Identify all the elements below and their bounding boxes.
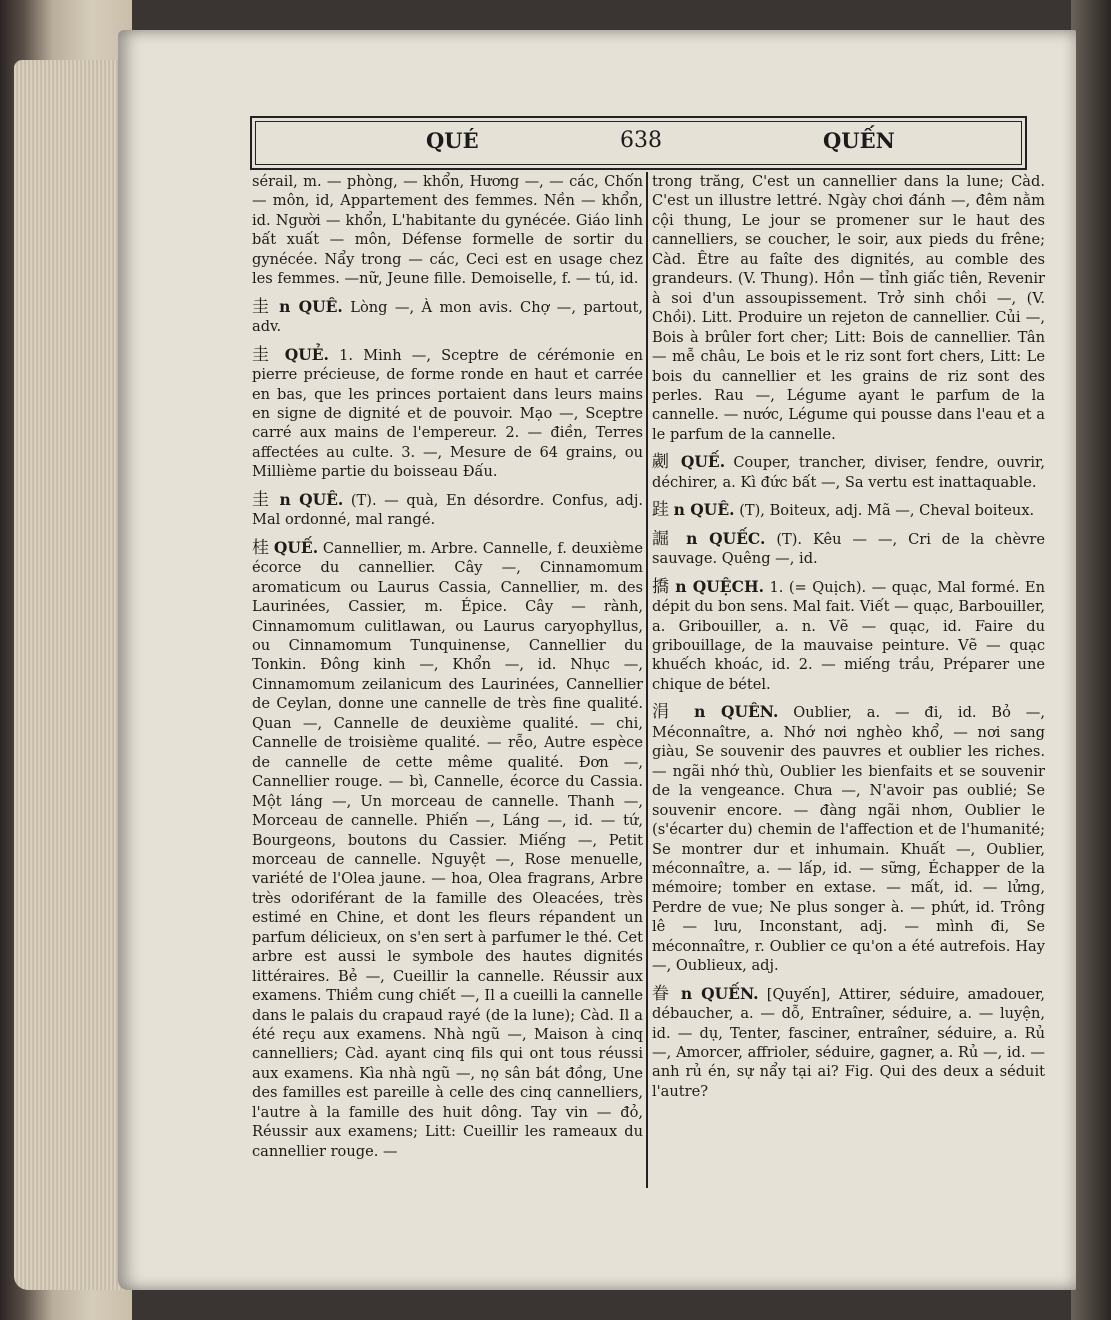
entry-headword: n QUẾN. — [680, 983, 759, 1003]
entry-headword: n QUẾC. — [686, 528, 766, 548]
header-left-word: QUÉ — [426, 128, 479, 153]
entry-text: (T). Kêu — —, Cri de la chèvre sauvage. Quêng —, id. — [652, 530, 1045, 568]
entry — [652, 984, 1045, 1102]
entry-text: Lòng —, À mon avis. Chợ —, partout, adv. — [252, 298, 643, 336]
entry — [252, 490, 643, 530]
entry-text: Oublier, a. — đi, id. Bỏ —, Méconnaître, a. Nhớ nơi nghèo khổ, — nơi sang giàu, Se souvenir des pauvres et oublier les riches. — ngãi nhớ thù, Oublier les bienfaits et se souvenir de la vengeance. Chưa —, N'avoir pas oublié; Se souvenir encore. — đàng ngãi nhơn, Oublier le (s'écarter du) chemin de l'affection et de l'humanité; Se montrer dur et inhumain. Khuất —, Oublier, méconnaître, a. — lấp, id. — sững, Échapper de la mémoire; tomber en extase. — mất, id. — lửng, Perdre de vue; Ne plus songer à. — phứt, id. Trông lê — lưu, Inconstant, adj. — mình đi, Se méconnaître, r. Oublier ce qu'on a été autrefois. Hay —, Oublieux, adj. — [652, 704, 1045, 975]
entry-text: trong trăng, C'est un cannellier dans la lune; Càd. C'est un illustre lettré. Ngày chơi đánh —, đêm nằm cội thung, Le jour se promener sur le haut des cannelliers, se coucher, le soir, aux pieds du frêne; Càd. Être au faîte des dignités, au comble des grandeurs. (V. Thung). Hồn — tỉnh giấc tiên, Revenir à soi d'un assoupissement. Trở sinh chồi —, (V. Chồi). Litt. Produire un rejeton de cannellier. Củi —, Bois à brûler fort cher; Litt: Bois de cannellier. Tân — mễ châu, Le bois et le riz sont fort chers, Litt: Le bois du cannellier et les grains de riz sont des perles. Rau —, Légume ayant le parfum de la cannelle. — nước, Légume qui pousse dans l'eau et a le parfum de la cannelle. — [652, 173, 1045, 443]
entry-headword: QUẾ. — [273, 537, 319, 557]
entry — [652, 452, 1045, 492]
han-character: 圭 — [252, 344, 275, 365]
entry-headword: QUẾ. — [680, 452, 726, 472]
entry-text: (T), Boiteux, adj. Mã —, Cheval boiteux. — [739, 502, 1035, 520]
han-character: 跬 — [652, 500, 669, 521]
han-character: 誳 — [652, 528, 676, 549]
han-character: 撟 — [652, 576, 670, 597]
han-character: 劌 — [652, 452, 673, 473]
entry-text: 1. (= Quịch). — quạc, Mal formé. En dépit du bon sens. Mal fait. Viết — quạc, Barbouiller, a. Gribouiller, a. n. Vẽ — quạc, id. Faire du gribouillage, de la mauvaise peinture. Vẽ — quạc khuếch khoác, id. 2. — miếng trầu, Préparer une chique de bétel. — [652, 578, 1045, 693]
entry-text: sérail, m. — phòng, — khổn, Hương —, — các, Chốn — môn, id, Appartement des femmes. Nền — khổn, id. Người — khổn, L'habitante du gynécée. Giáo linh bất xuất — môn, Défense formelle de sortir du gynécée. Nẩy trong — các, Ceci est en usage chez les femmes. —nữ, Jeune fille. Demoiselle, f. — tú, id. — [252, 173, 643, 288]
entry-headword: n QUÊ. — [279, 489, 344, 509]
entry — [652, 529, 1045, 569]
entry-headword: n QUỆCH. — [675, 576, 764, 596]
han-character: 圭 — [252, 489, 272, 510]
entry — [652, 702, 1045, 975]
han-character: 圭 — [252, 296, 272, 317]
entry — [652, 500, 1045, 520]
entry — [252, 172, 643, 289]
header-right-word: QUẾN — [823, 128, 895, 153]
entry-text: [Quyến], Attirer, séduire, amadouer, débaucher, a. — dỗ, Entraîner, séduire, a. — luyện, id. — dụ, Tenter, fasciner, entraîner, séduire, a. Rủ —, Amorcer, affrioler, séduire, gagner, a. Rủ —, id. — anh rủ én, sự nẩy tại ai? Fig. Qui des deux a séduit l'autre? — [652, 985, 1045, 1100]
page-number: 638 — [620, 128, 662, 153]
entry — [252, 345, 643, 482]
book-binding-right — [1071, 0, 1111, 1320]
page-stack-edges — [14, 60, 124, 1290]
left-column — [252, 172, 643, 1184]
column-divider — [646, 172, 648, 1188]
han-character: 眷 — [652, 983, 673, 1004]
entry-headword: n QUÊ. — [279, 296, 343, 316]
han-character: 涓 — [652, 702, 680, 723]
entry — [252, 538, 643, 1162]
entry-headword: n QUÊ. — [673, 500, 735, 520]
entry-text: Couper, trancher, diviser, fendre, ouvrir, déchirer, a. Kì đức bất —, Sa vertu est inattaquable. — [652, 454, 1045, 491]
han-character: 桂 — [252, 537, 270, 558]
entry-headword: QUẺ. — [284, 344, 329, 364]
entry-text: (T). — quà, En désordre. Confus, adj. Mal ordonné, mal rangé. — [252, 491, 643, 529]
entry-text: Cannellier, m. Arbre. Cannelle, f. deuxième écorce du cannellier. Cây —, Cinnamomum aromaticum ou Laurus Cassia, Cannellier, m. des Laurinées, Cassier, m. Épice. Cây — rành, Cinnamomum culitlawan, ou Laurus caryophyllus, ou Cinnamomum Tunquinense, Cannellier du Tonkin. Đông kinh —, Khổn —, id. Nhục —, Cinnamomum zeilanicum des Laurinées, Cannellier de Ceylan, donne une cannelle de très fine qualité. Quan —, Cannelle de deuxième qualité. — chi, Cannelle de troisième qualité. — rễo, Autre espèce de cannelle de cette même qualité. Đơn —, Cannellier rouge. — bì, Cannelle, écorce du Cassia. Một láng —, Un morceau de cannelle. Thanh —, Morceau de cannelle. Phiến —, Láng —, id. — tứ, Bourgeons, boutons du Cassier. Miếng —, Petit morceau de cannelle. Nguyệt —, Rose menuelle, variété de l'Olea jaune. — hoa, Olea fragrans, Arbre très odoriférant de la famille des Oleacées, très estimé en Chine, et dont les fleurs répandent un parfum délicieux, on s'en sert à parfumer le thé. Cet arbre est aussi le symbole des hautes dignités littéraires. Bẻ —, Cueillir la cannelle. Réussir aux examens. Thiềm cung chiết —, Il a cueilli la cannelle dans le palais du crapaud rayé (de la lune); Càd. Il a été reçu aux examens. Nhà ngũ —, Maison à cinq cannelliers; Càd. ayant cinq fils qui ont tous réussi aux examens. Kìa nhà ngũ —, nọ sân bát đồng, Une des familles est pareille à celle des cinq cannelliers, l'autre à la famille des huit dông. Tay vin — đỏ, Réussir aux examens; Litt: Cueillir les rameaux du cannellier rouge. — — [252, 539, 643, 1160]
entry — [252, 297, 643, 337]
entry-text: 1. Minh —, Sceptre de cérémonie en pierre précieuse, de forme ronde en haut et carrée en bas, que les princes portaient dans leurs mains en signe de dignité et de pouvoir. Mạo —, Sceptre carré aux mains de l'empereur. 2. — điền, Terres affectées au culte. 3. —, Mesure de 64 grains, ou Millième partie du boisseau Đấu. — [252, 346, 643, 481]
right-column — [652, 172, 1045, 1184]
entry-headword: n QUÊN. — [694, 702, 779, 722]
entry — [652, 172, 1045, 444]
entry — [652, 577, 1045, 695]
